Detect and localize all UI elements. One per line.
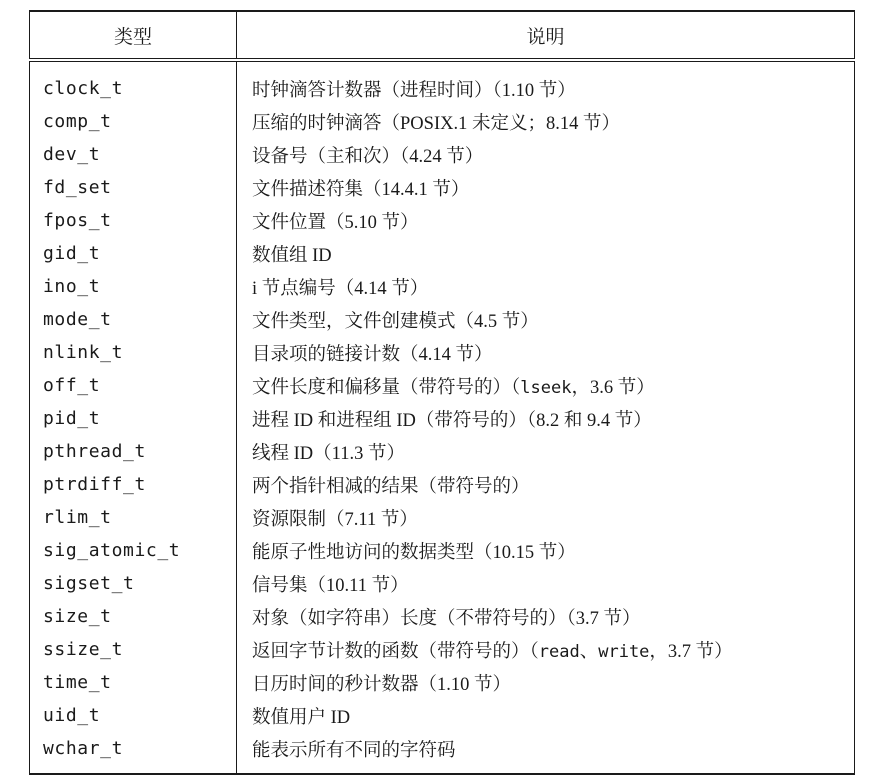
type-name-cell: gid_t — [30, 237, 237, 270]
table-row — [30, 336, 855, 369]
type-description-cell: 压缩的时钟滴答（POSIX.1 未定义；8.14 节） — [252, 113, 620, 134]
table-body — [30, 60, 855, 774]
type-name-cell: wchar_t — [30, 732, 237, 774]
type-description-cell: 信号集（10.11 节） — [252, 575, 409, 596]
table-row — [30, 138, 855, 171]
type-description-cell: 两个指针相减的结果（带符号的） — [252, 476, 530, 497]
table-row — [30, 171, 855, 204]
type-name-cell: nlink_t — [30, 336, 237, 369]
column-header-type: 类型 — [30, 11, 237, 60]
table-row — [30, 600, 855, 633]
type-description-cell: 资源限制（7.11 节） — [252, 509, 418, 530]
table-row — [30, 369, 855, 402]
table-row — [30, 204, 855, 237]
table-header — [30, 11, 855, 60]
type-name-cell: size_t — [30, 600, 237, 633]
type-description-cell: 目录项的链接计数（4.14 节） — [252, 344, 493, 365]
type-description-cell: 对象（如字符串）长度（不带符号的）（3.7 节） — [252, 608, 641, 629]
table-row — [30, 237, 855, 270]
type-description-cell: 文件位置（5.10 节） — [252, 212, 419, 233]
type-name-cell: ssize_t — [30, 633, 237, 666]
type-description-cell: 设备号（主和次）（4.24 节） — [252, 146, 484, 167]
column-header-description: 说明 — [237, 11, 855, 60]
type-name-cell: fd_set — [30, 171, 237, 204]
table-row — [30, 105, 855, 138]
table-row — [30, 534, 855, 567]
table-row — [30, 699, 855, 732]
table-row — [30, 60, 855, 105]
type-description-cell: 能原子性地访问的数据类型（10.15 节） — [252, 542, 576, 563]
type-description-cell: 文件描述符集（14.4.1 节） — [252, 179, 470, 200]
primitive-types-table — [29, 10, 855, 775]
table-row — [30, 732, 855, 774]
type-name-cell: ptrdiff_t — [30, 468, 237, 501]
type-name-cell: ino_t — [30, 270, 237, 303]
table-row — [30, 468, 855, 501]
table-row — [30, 501, 855, 534]
type-name-cell: rlim_t — [30, 501, 237, 534]
type-description-cell: 进程 ID 和进程组 ID（带符号的）（8.2 和 9.4 节） — [252, 410, 652, 431]
type-name-cell: sig_atomic_t — [30, 534, 237, 567]
type-description-cell: 日历时间的秒计数器（1.10 节） — [252, 674, 512, 695]
type-name-cell: fpos_t — [30, 204, 237, 237]
type-description-cell: i 节点编号（4.14 节） — [252, 278, 429, 299]
type-name-cell: pthread_t — [30, 435, 237, 468]
type-description-cell: 文件长度和偏移量（带符号的）（lseek，3.6 节） — [252, 377, 655, 398]
table-row — [30, 402, 855, 435]
type-name-cell: sigset_t — [30, 567, 237, 600]
type-name-cell: comp_t — [30, 105, 237, 138]
type-name-cell: pid_t — [30, 402, 237, 435]
type-name-cell: mode_t — [30, 303, 237, 336]
type-name-cell: time_t — [30, 666, 237, 699]
table-row — [30, 633, 855, 666]
type-description-cell: 能表示所有不同的字符码 — [252, 740, 456, 761]
table-row — [30, 567, 855, 600]
type-name-cell: uid_t — [30, 699, 237, 732]
header-row — [30, 11, 855, 60]
type-name-cell: dev_t — [30, 138, 237, 171]
table-row — [30, 435, 855, 468]
type-name-cell: clock_t — [30, 60, 237, 105]
table-row — [30, 303, 855, 336]
type-description-cell: 数值用户 ID — [252, 707, 351, 728]
type-description-cell: 时钟滴答计数器（进程时间）（1.10 节） — [252, 80, 576, 101]
table-row — [30, 666, 855, 699]
type-description-cell: 文件类型，文件创建模式（4.5 节） — [252, 311, 539, 332]
type-description-cell: 返回字节计数的函数（带符号的）（read、write，3.7 节） — [252, 641, 733, 662]
type-name-cell: off_t — [30, 369, 237, 402]
table-row — [30, 270, 855, 303]
type-description-cell: 线程 ID（11.3 节） — [252, 443, 405, 464]
type-description-cell: 数值组 ID — [252, 245, 332, 266]
